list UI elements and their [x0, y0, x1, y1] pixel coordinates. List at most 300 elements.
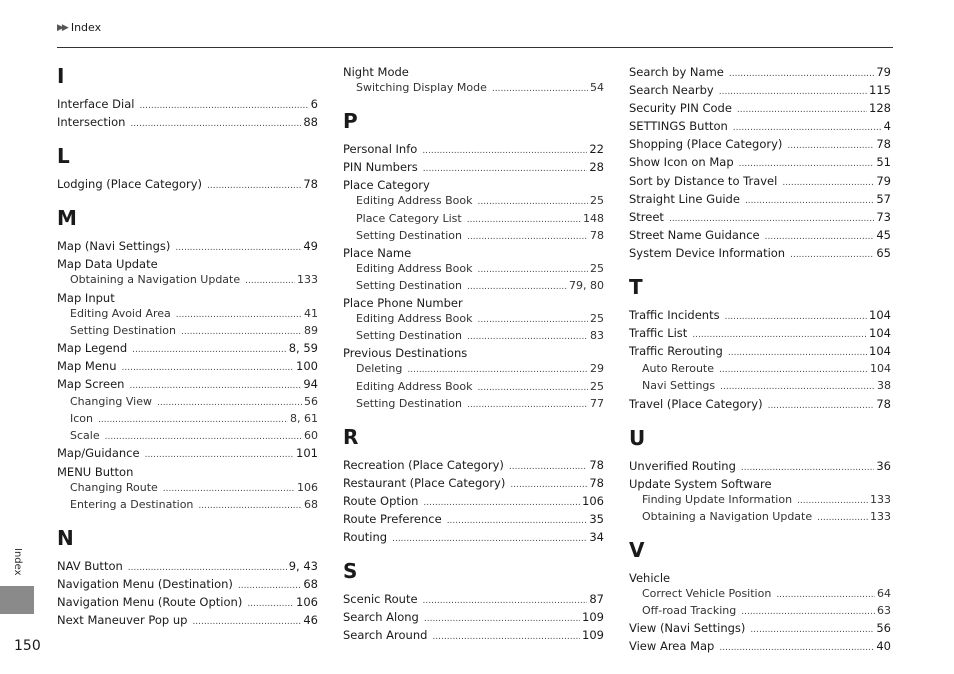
index-subentry[interactable] — [57, 411, 318, 428]
dot-leader — [176, 307, 302, 323]
index-entry[interactable] — [343, 511, 604, 529]
entry-text: Obtaining a Navigation Update — [70, 273, 241, 287]
page-reference-link[interactable]: 54 — [590, 81, 604, 95]
dot-leader — [432, 629, 580, 645]
dot-leader — [247, 596, 294, 612]
page-reference-link[interactable]: 148 — [583, 211, 604, 225]
entry-text: Deleting — [356, 362, 403, 376]
index-subentry[interactable] — [343, 328, 604, 345]
index-entry[interactable] — [57, 445, 318, 463]
page-reference-link[interactable]: 68 — [303, 576, 318, 591]
dot-leader — [492, 81, 588, 97]
dot-leader — [750, 622, 874, 638]
index-subentry[interactable] — [57, 323, 318, 340]
dot-leader — [163, 481, 295, 497]
index-entry[interactable] — [343, 493, 604, 511]
page-reference-link[interactable]: 78 — [876, 137, 891, 152]
page-reference-link[interactable]: 57 — [876, 191, 891, 206]
page-reference-link[interactable]: 8, 61 — [290, 412, 318, 426]
index-subentry[interactable] — [629, 603, 891, 620]
index-entry[interactable] — [629, 136, 891, 154]
page-reference-link[interactable]: 77 — [590, 396, 604, 410]
entry-text: Finding Update Information — [642, 492, 793, 506]
page-reference-link[interactable]: 8, 59 — [288, 340, 318, 355]
entry-text: Straight Line Guide — [629, 191, 740, 206]
entry-text: Map Menu — [57, 358, 117, 373]
page-reference-link[interactable]: 104 — [870, 362, 891, 376]
index-subentry[interactable] — [343, 379, 604, 396]
index-entry[interactable] — [629, 118, 891, 136]
page-reference-link[interactable]: 9, 43 — [288, 558, 318, 573]
entry-text: Editing Address Book — [356, 379, 473, 393]
index-column-2 — [343, 64, 604, 657]
dot-leader — [729, 66, 875, 82]
entry-text: Place Phone Number — [343, 296, 463, 311]
section-letter: M — [57, 206, 77, 231]
index-entry[interactable] — [629, 458, 891, 476]
page-reference-link[interactable]: 25 — [590, 194, 604, 208]
index-subentry[interactable] — [343, 361, 604, 378]
index-section — [343, 425, 604, 547]
entry-text: Map Screen — [57, 377, 125, 392]
entry-text: SETTINGS Button — [629, 119, 728, 134]
dot-leader — [422, 143, 587, 159]
entry-text: Sort by Distance to Travel — [629, 173, 778, 188]
index-section — [57, 64, 318, 132]
index-entry[interactable] — [57, 114, 318, 132]
index-entry[interactable] — [629, 191, 891, 209]
index-section — [343, 109, 604, 413]
index-section — [629, 275, 891, 414]
entry-text: Intersection — [57, 115, 126, 130]
dot-leader — [122, 360, 295, 376]
index-subentry[interactable] — [629, 509, 891, 526]
dot-leader — [467, 229, 588, 245]
index-entry — [343, 345, 604, 361]
index-entry — [629, 476, 891, 492]
index-subentry[interactable] — [343, 396, 604, 413]
page-reference-link[interactable]: 73 — [876, 209, 891, 224]
page-reference-link[interactable]: 65 — [876, 245, 891, 260]
page-reference-link[interactable]: 94 — [303, 377, 318, 392]
index-entry[interactable] — [629, 325, 891, 343]
page-reference-link[interactable]: 79 — [876, 65, 891, 79]
dot-leader — [423, 161, 588, 177]
index-section — [629, 64, 891, 263]
dot-leader — [447, 513, 588, 529]
index-subentry[interactable] — [343, 211, 604, 228]
index-column-1 — [57, 64, 318, 642]
index-entry — [629, 570, 891, 586]
page-reference-link[interactable]: 104 — [869, 326, 891, 341]
entry-text: Search Along — [343, 610, 419, 625]
dot-leader — [198, 498, 302, 514]
index-subentry[interactable] — [57, 272, 318, 289]
entry-text: Place Name — [343, 245, 412, 260]
entry-text: Setting Destination — [356, 228, 463, 242]
dot-leader — [733, 120, 882, 136]
page-number: 150 — [14, 638, 41, 654]
index-entry — [343, 177, 604, 193]
dot-leader — [128, 560, 287, 576]
page-reference-link[interactable]: 4 — [883, 119, 891, 134]
entry-text: Editing Address Book — [356, 312, 473, 326]
entry-text: PIN Numbers — [343, 160, 418, 175]
dot-leader — [98, 412, 288, 428]
dot-leader — [392, 531, 587, 547]
index-entry — [57, 256, 318, 272]
page-reference-link[interactable]: 133 — [870, 509, 891, 523]
page-reference-link[interactable]: 51 — [876, 155, 891, 170]
page-reference-link[interactable]: 60 — [304, 429, 318, 443]
entry-text: System Device Information — [629, 245, 786, 260]
index-entry[interactable] — [629, 620, 891, 638]
index-entry[interactable] — [629, 343, 891, 361]
index-subentry[interactable] — [343, 261, 604, 278]
index-subentry[interactable] — [629, 586, 891, 603]
page-reference-link[interactable]: 133 — [870, 492, 891, 506]
entry-text: Entering a Destination — [70, 497, 194, 511]
dot-leader — [467, 212, 581, 228]
page-reference-link[interactable]: 79 — [876, 173, 891, 188]
entry-text: Changing View — [70, 395, 152, 409]
page-reference-link[interactable]: 45 — [876, 227, 891, 242]
entry-text: Route Option — [343, 493, 419, 508]
entry-text: Traffic Rerouting — [629, 344, 723, 359]
index-entry[interactable] — [629, 209, 891, 227]
dot-leader — [130, 116, 301, 132]
page-reference-link[interactable]: 29 — [590, 362, 604, 376]
entry-text: Navigation Menu (Destination) — [57, 576, 233, 591]
page-reference-link[interactable]: 38 — [877, 379, 891, 393]
index-subentry[interactable] — [57, 306, 318, 323]
index-section — [57, 144, 318, 194]
index-entry[interactable] — [343, 609, 604, 627]
index-entry[interactable] — [57, 340, 318, 358]
dot-leader — [207, 178, 301, 194]
dot-leader — [725, 309, 867, 325]
dot-leader — [145, 447, 294, 463]
entry-text: Traffic List — [629, 326, 688, 341]
page-reference-link[interactable]: 46 — [303, 613, 318, 628]
index-entry[interactable] — [629, 227, 891, 245]
dot-leader — [741, 604, 875, 620]
page-reference-link[interactable]: 78 — [589, 457, 604, 472]
index-column-3 — [629, 64, 891, 668]
index-section — [57, 206, 318, 514]
page-reference-link[interactable]: 109 — [582, 610, 604, 625]
index-entry[interactable] — [629, 82, 891, 100]
index-entry[interactable] — [629, 245, 891, 263]
index-entry[interactable] — [629, 64, 891, 82]
index-entry[interactable] — [343, 159, 604, 177]
page-reference-link[interactable]: 41 — [304, 306, 318, 320]
index-subentry[interactable] — [343, 278, 604, 295]
index-entry[interactable] — [57, 376, 318, 394]
index-subentry[interactable] — [629, 378, 891, 395]
page-reference-link[interactable]: 104 — [869, 344, 891, 359]
entry-text: Map (Navi Settings) — [57, 239, 171, 254]
index-entry[interactable] — [343, 457, 604, 475]
index-entry[interactable] — [57, 594, 318, 612]
section-letter: R — [343, 424, 359, 449]
index-section — [57, 526, 318, 630]
page-reference-link[interactable]: 106 — [297, 480, 318, 494]
page-reference-link[interactable]: 104 — [869, 308, 891, 323]
dot-leader — [407, 362, 588, 378]
dot-leader — [467, 279, 567, 295]
entry-text: Editing Address Book — [356, 194, 473, 208]
index-entry[interactable] — [629, 154, 891, 172]
entry-text: Setting Destination — [356, 278, 463, 292]
index-subentry[interactable] — [57, 394, 318, 411]
page-reference-link[interactable]: 28 — [589, 160, 604, 175]
dot-leader — [739, 156, 875, 172]
index-entry[interactable] — [343, 529, 604, 547]
page-reference-link[interactable]: 22 — [589, 142, 604, 157]
index-subentry[interactable] — [343, 80, 604, 97]
index-entry[interactable] — [343, 627, 604, 645]
entry-text: Next Maneuver Pop up — [57, 613, 188, 628]
entry-text: Night Mode — [343, 65, 409, 79]
page-reference-link[interactable]: 89 — [304, 323, 318, 337]
entry-text: Scenic Route — [343, 592, 418, 607]
index-subentry[interactable] — [57, 480, 318, 497]
index-subentry[interactable] — [343, 193, 604, 210]
entry-text: Changing Route — [70, 480, 158, 494]
index-subentry[interactable] — [57, 428, 318, 445]
index-entry — [343, 295, 604, 311]
index-entry[interactable] — [343, 475, 604, 493]
dot-leader — [467, 329, 588, 345]
entry-text: Setting Destination — [70, 323, 177, 337]
entry-text: Scale — [70, 429, 100, 443]
entry-text: Obtaining a Navigation Update — [642, 509, 813, 523]
index-entry[interactable] — [629, 173, 891, 191]
dot-leader — [478, 312, 589, 328]
section-letter: I — [57, 64, 65, 88]
index-entry[interactable] — [629, 100, 891, 118]
dot-leader — [139, 98, 308, 114]
page-reference-link[interactable]: 115 — [869, 83, 891, 98]
page-reference-link[interactable]: 79, 80 — [569, 278, 604, 292]
index-entry[interactable] — [57, 576, 318, 594]
dot-leader — [787, 138, 874, 154]
entry-text: Previous Destinations — [343, 346, 468, 361]
dot-leader — [728, 345, 867, 361]
entry-text: Travel (Place Category) — [629, 396, 763, 411]
page-reference-link[interactable]: 109 — [582, 628, 604, 643]
index-entry[interactable] — [343, 591, 604, 609]
index-entry[interactable] — [57, 176, 318, 194]
index-entry — [57, 464, 318, 480]
entry-text: NAV Button — [57, 558, 123, 573]
entry-text: Map Input — [57, 290, 115, 305]
page-reference-link[interactable]: 78 — [876, 396, 891, 411]
entry-text: Recreation (Place Category) — [343, 457, 504, 472]
dot-leader — [782, 175, 874, 191]
page-reference-link[interactable]: 34 — [589, 530, 604, 545]
dot-leader — [175, 240, 301, 256]
page-reference-link[interactable]: 25 — [590, 379, 604, 393]
entry-text: Auto Reroute — [642, 362, 715, 376]
page-reference-link[interactable]: 87 — [589, 592, 604, 607]
page-reference-link[interactable]: 56 — [304, 395, 318, 409]
page-reference-link[interactable]: 68 — [304, 497, 318, 511]
entry-text: Setting Destination — [356, 329, 463, 343]
page-reference-link[interactable]: 35 — [589, 511, 604, 526]
index-entry[interactable] — [629, 638, 891, 656]
entry-text: Setting Destination — [356, 396, 463, 410]
page-reference-link[interactable]: 78 — [303, 177, 318, 192]
index-entry[interactable] — [343, 141, 604, 159]
dot-leader — [510, 477, 587, 493]
entry-text: Switching Display Mode — [356, 81, 487, 95]
index-section — [343, 64, 604, 97]
breadcrumb-arrows-icon: ▶▶ — [57, 22, 67, 33]
side-tab-label: Index — [12, 548, 23, 576]
entry-text: Search Around — [343, 628, 428, 643]
page-reference-link[interactable]: 100 — [296, 358, 318, 373]
entry-text: Search by Name — [629, 65, 724, 79]
entry-text: Routing — [343, 530, 388, 545]
dot-leader — [509, 459, 587, 475]
entry-text: View (Navi Settings) — [629, 621, 746, 636]
section-letter: L — [57, 144, 70, 169]
entry-text: Update System Software — [629, 476, 772, 491]
index-subentry[interactable] — [343, 228, 604, 245]
breadcrumb-label[interactable]: Index — [70, 21, 102, 34]
page-reference-link[interactable]: 63 — [877, 604, 891, 618]
entry-text: Shopping (Place Category) — [629, 137, 783, 152]
dot-leader — [238, 578, 301, 594]
entry-text: MENU Button — [57, 464, 134, 479]
entry-text: Map Legend — [57, 340, 128, 355]
entry-text: Street Name Guidance — [629, 227, 760, 242]
dot-leader — [719, 640, 874, 656]
section-letter: P — [343, 109, 358, 134]
dot-leader — [737, 102, 867, 118]
dot-leader — [745, 193, 874, 209]
page-reference-link[interactable]: 88 — [303, 115, 318, 130]
page-reference-link[interactable]: 83 — [590, 329, 604, 343]
entry-text: Street — [629, 209, 664, 224]
entry-text: Editing Address Book — [356, 261, 473, 275]
index-entry[interactable] — [57, 358, 318, 376]
dot-leader — [719, 84, 867, 100]
side-tab[interactable] — [0, 586, 34, 614]
index-section — [629, 538, 891, 656]
page-reference-link[interactable]: 36 — [876, 458, 891, 473]
index-entry — [343, 245, 604, 261]
dot-leader — [478, 380, 589, 396]
section-letter: S — [343, 559, 358, 584]
dot-leader — [768, 398, 875, 414]
index-entry[interactable] — [57, 96, 318, 114]
page-reference-link[interactable]: 6 — [310, 97, 318, 111]
page-reference-link[interactable]: 78 — [589, 475, 604, 490]
entry-text: Map/Guidance — [57, 446, 140, 461]
dot-leader — [692, 327, 867, 343]
page-reference-link[interactable]: 133 — [297, 273, 318, 287]
index-subentry[interactable] — [343, 311, 604, 328]
dot-leader — [423, 495, 580, 511]
entry-text: Map Data Update — [57, 257, 158, 272]
dot-leader — [157, 395, 302, 411]
entry-text: View Area Map — [629, 639, 715, 654]
entry-text: Navi Settings — [642, 379, 716, 393]
dot-leader — [741, 460, 874, 476]
page-reference-link[interactable]: 25 — [590, 261, 604, 275]
index-entry[interactable] — [629, 396, 891, 414]
dot-leader — [478, 262, 589, 278]
breadcrumb[interactable] — [57, 21, 101, 34]
dot-leader — [776, 587, 875, 603]
section-letter: T — [629, 275, 643, 300]
index-entry[interactable] — [629, 307, 891, 325]
index-subentry[interactable] — [57, 497, 318, 514]
entry-text: Editing Avoid Area — [70, 306, 171, 320]
entry-text: Show Icon on Map — [629, 155, 734, 170]
dot-leader — [817, 510, 868, 526]
dot-leader — [790, 247, 874, 263]
entry-text: Interface Dial — [57, 97, 135, 111]
entry-text: Route Preference — [343, 511, 442, 526]
dot-leader — [424, 611, 580, 627]
page-reference-link[interactable]: 78 — [590, 228, 604, 242]
dot-leader — [797, 493, 868, 509]
index-entry[interactable] — [57, 558, 318, 576]
dot-leader — [181, 324, 302, 340]
page-reference-link[interactable]: 49 — [303, 239, 318, 254]
entry-text: Place Category — [343, 178, 430, 193]
dot-leader — [423, 593, 588, 609]
entry-text: Correct Vehicle Position — [642, 587, 772, 601]
entry-text: Security PIN Code — [629, 101, 732, 116]
page-reference-link[interactable]: 106 — [296, 594, 318, 609]
page-reference-link[interactable]: 40 — [876, 639, 891, 654]
entry-text: Navigation Menu (Route Option) — [57, 594, 243, 609]
entry-text: Traffic Incidents — [629, 308, 720, 323]
index-subentry[interactable] — [629, 492, 891, 509]
entry-text: Lodging (Place Category) — [57, 177, 203, 192]
index-entry — [343, 64, 604, 80]
index-section — [343, 559, 604, 645]
page-reference-link[interactable]: 106 — [582, 493, 604, 508]
entry-text: Icon — [70, 412, 93, 426]
index-entry[interactable] — [57, 238, 318, 256]
page-reference-link[interactable]: 56 — [876, 621, 891, 636]
page-reference-link[interactable]: 25 — [590, 312, 604, 326]
header-divider — [57, 47, 893, 48]
page-reference-link[interactable]: 64 — [877, 587, 891, 601]
entry-text: Search Nearby — [629, 83, 714, 98]
dot-leader — [765, 229, 875, 245]
dot-leader — [467, 397, 588, 413]
dot-leader — [478, 194, 589, 210]
dot-leader — [129, 378, 301, 394]
entry-text: Personal Info — [343, 142, 418, 157]
dot-leader — [132, 342, 287, 358]
index-subentry[interactable] — [629, 361, 891, 378]
page-reference-link[interactable]: 128 — [869, 101, 891, 116]
page-reference-link[interactable]: 101 — [296, 446, 318, 461]
dot-leader — [720, 379, 875, 395]
entry-text: Restaurant (Place Category) — [343, 475, 506, 490]
section-letter: U — [629, 425, 646, 450]
dot-leader — [245, 273, 295, 289]
index-entry[interactable] — [57, 612, 318, 630]
